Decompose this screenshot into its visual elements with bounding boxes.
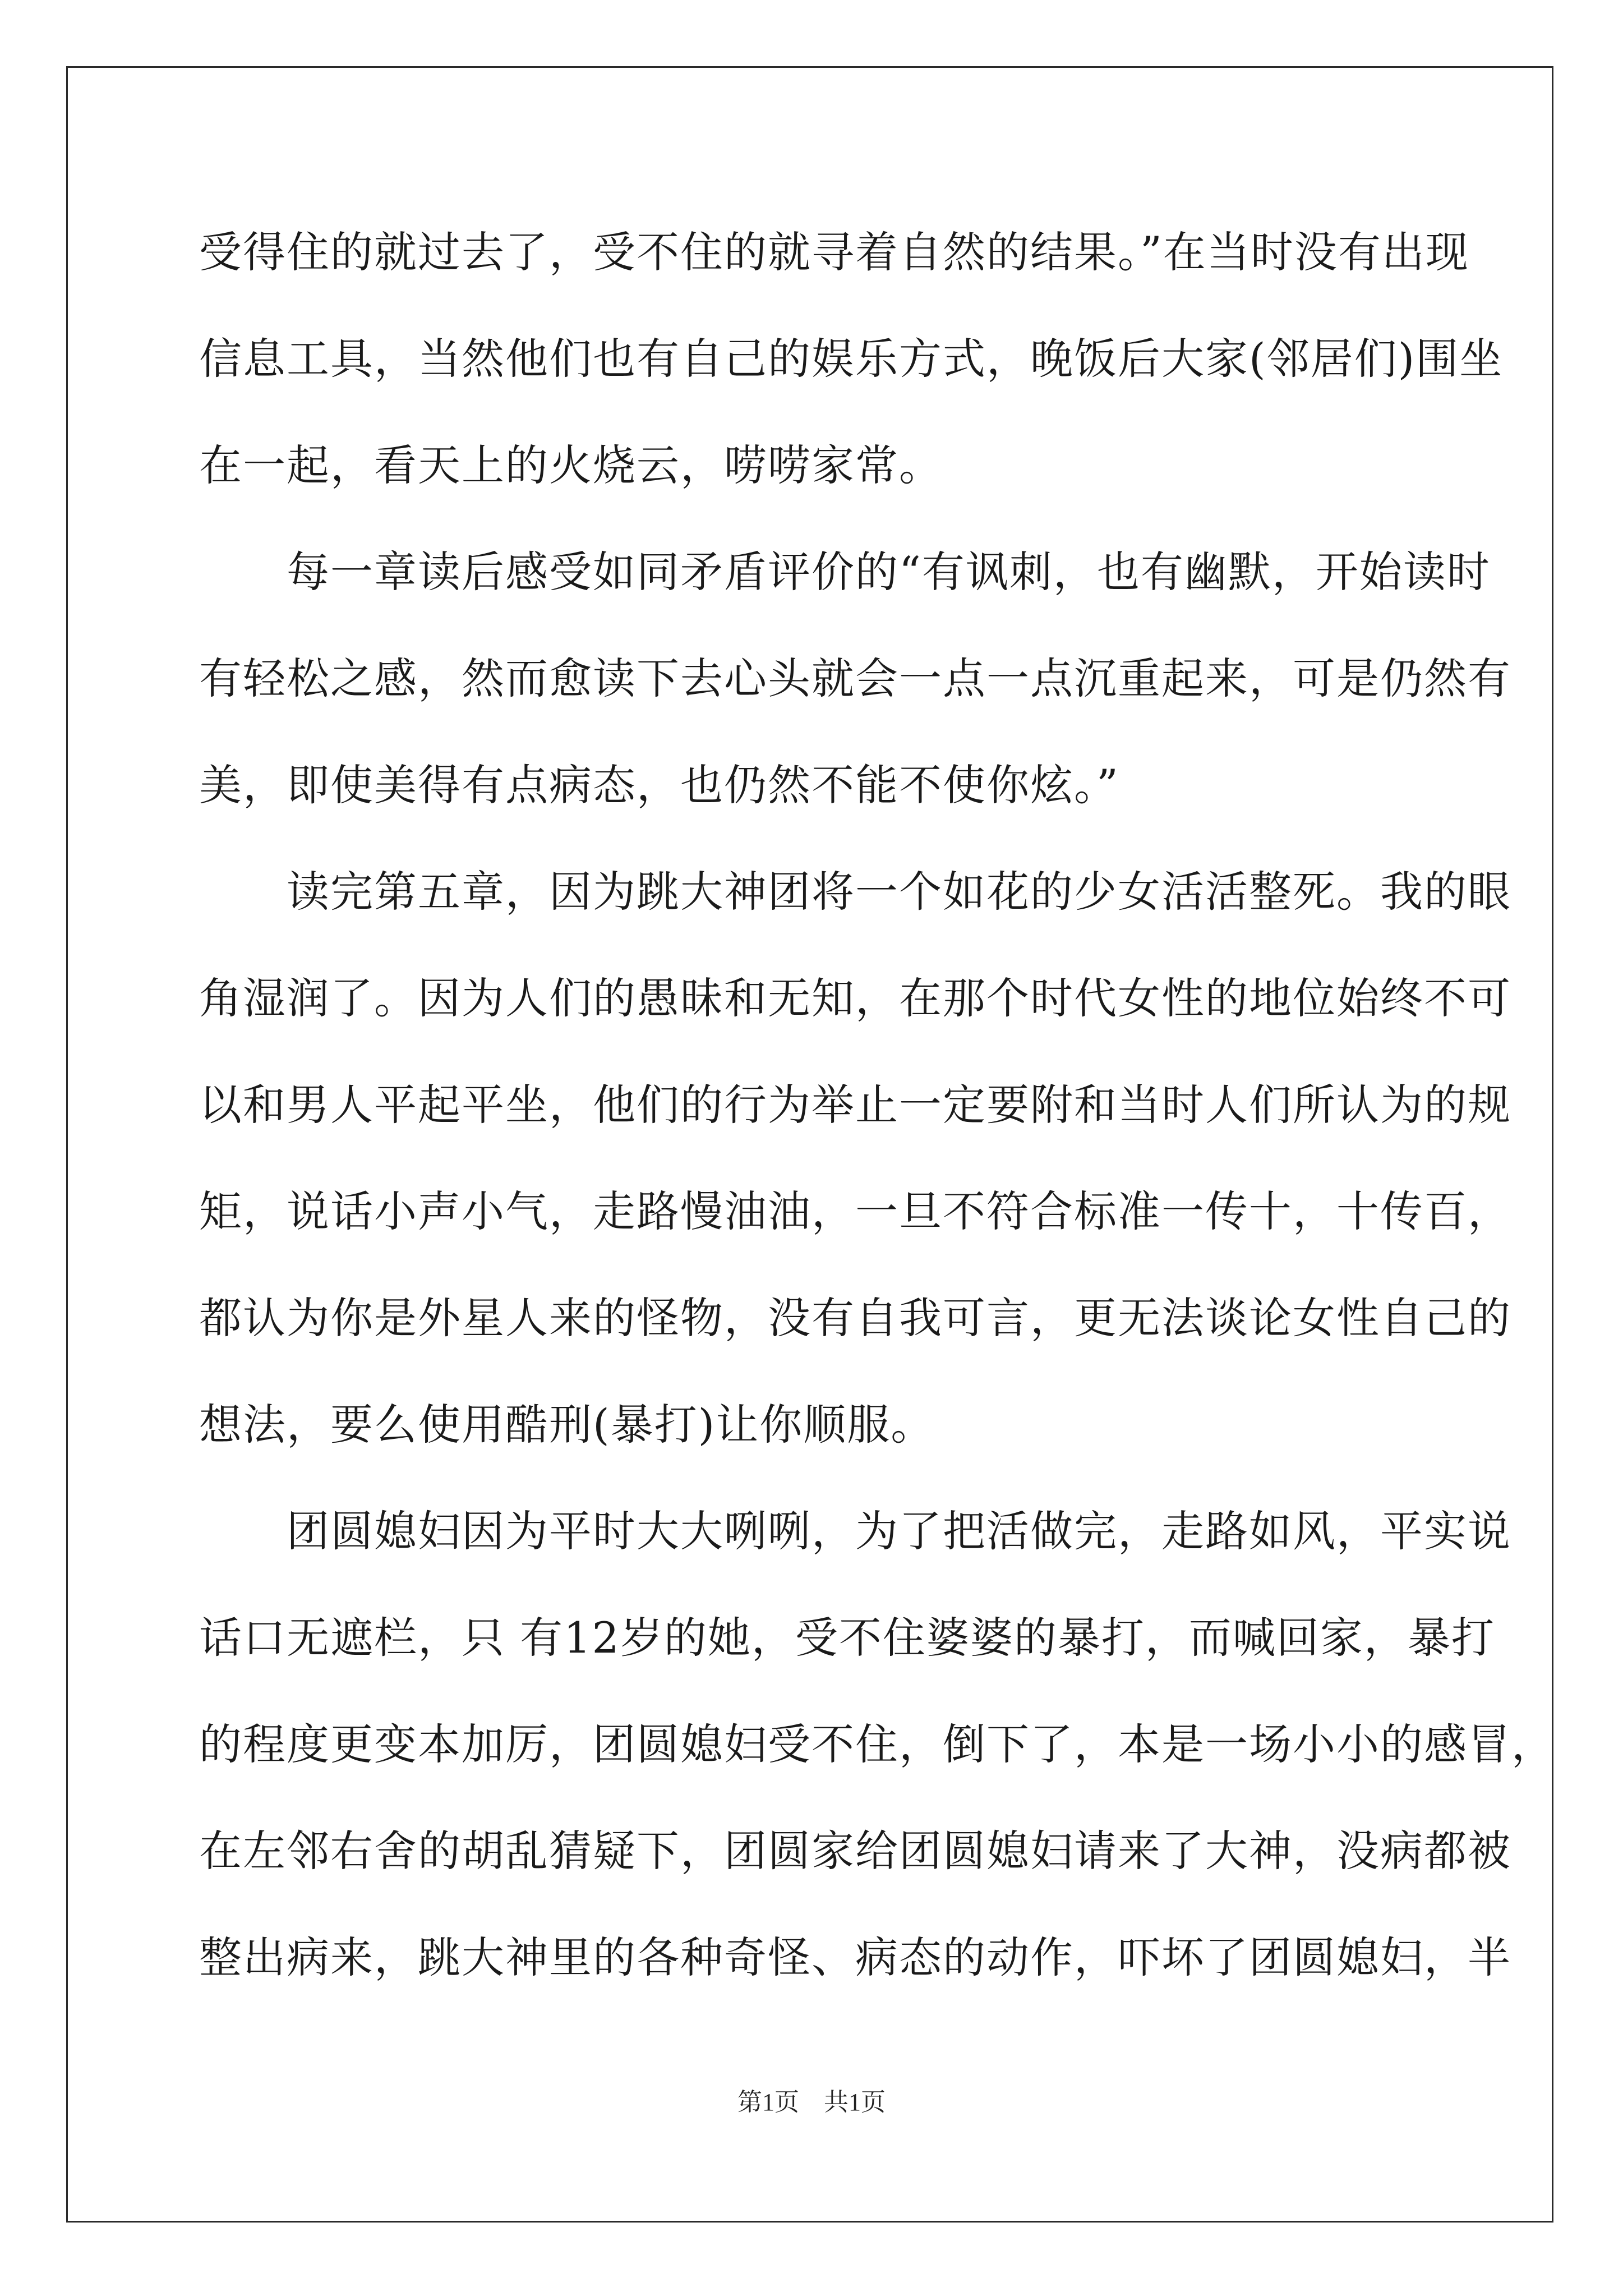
text-line: 话口无遮栏，只 有12岁的她，受不住婆婆的暴打，而喊回家，暴打 [199, 1613, 1495, 1663]
text-line: 美，即使美得有点病态，也仍然不能不使你炫。” [199, 760, 1119, 810]
page-number-footer: 第1页 共1页 [737, 2088, 886, 2116]
text-line: 信息工具，当然他们也有自己的娱乐方式，晚饭后大家(邻居们)围坐 [199, 334, 1504, 384]
text-line: 读完第五章，因为跳大神团将一个如花的少女活活整死。我的眼 [199, 867, 1511, 917]
text-line: 受得住的就过去了，受不住的就寻着自然的结果。”在当时没有出现 [199, 227, 1469, 277]
text-line: 有轻松之感，然而愈读下去心头就会一点一点沉重起来，可是仍然有 [199, 654, 1511, 703]
text-line: 以和男人平起平坐，他们的行为举止一定要附和当时人们所认为的规 [199, 1080, 1511, 1130]
text-line: 角湿润了。因为人们的愚昧和无知，在那个时代女性的地位始终不可 [199, 973, 1511, 1023]
text-line: 矩，说话小声小气，走路慢油油，一旦不符合标准一传十，十传百， [199, 1186, 1511, 1236]
text-line: 想法，要么使用酷刑(暴打)让你顺服。 [199, 1400, 935, 1450]
text-line: 在一起，看天上的火烧云，唠唠家常。 [199, 440, 943, 490]
text-line: 每一章读后感受如同矛盾评价的“有讽刺，也有幽默，开始读时 [199, 547, 1491, 597]
text-line: 整出病来，跳大神里的各种奇怪、病态的动作，吓坏了团圆媳妇，半 [199, 1932, 1511, 1982]
document-body [199, 213, 1555, 2025]
text-line: 都认为你是外星人来的怪物，没有自我可言，更无法谈论女性自己的 [199, 1293, 1511, 1343]
text-line: 团圆媳妇因为平时大大咧咧，为了把活做完，走路如风，平实说 [199, 1506, 1511, 1556]
text-line: 在左邻右舍的胡乱猜疑下，团圆家给团圆媳妇请来了大神，没病都被 [199, 1826, 1511, 1876]
text-line: 的程度更变本加厉，团圆媳妇受不住，倒下了，本是一场小小的感冒， [199, 1719, 1555, 1769]
